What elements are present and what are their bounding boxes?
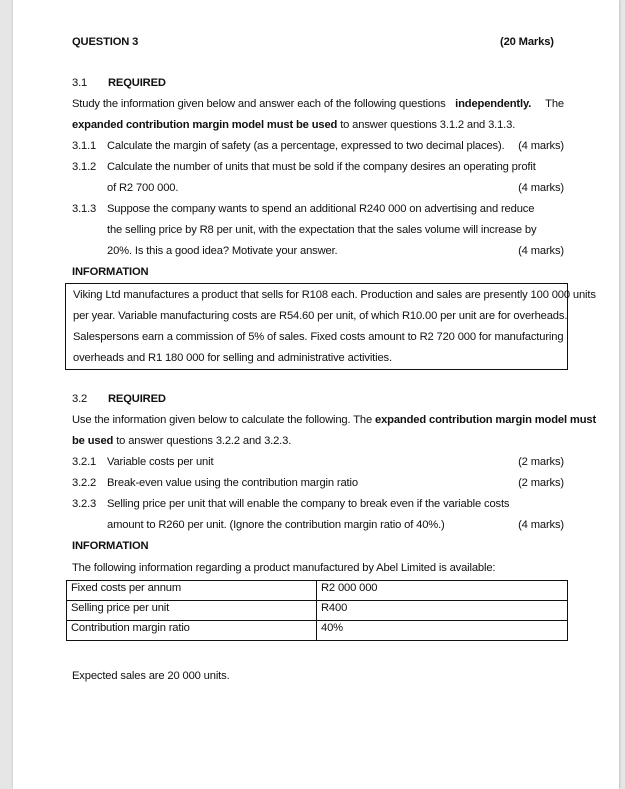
- section-3-2-intro-line2: [72, 434, 291, 448]
- intro-emphasis: expanded contribution margin model must: [375, 414, 597, 426]
- section-3-2-intro-line1: [72, 413, 596, 427]
- intro-text: to answer questions 3.1.2 and 3.1.3.: [340, 119, 516, 131]
- section-3-1-info-heading: INFORMATION: [72, 266, 149, 278]
- question-3-1-2-text-cont: of R2 700 000.: [107, 182, 179, 194]
- question-3-2-2-marks: (2 marks): [518, 477, 564, 489]
- table-cell-label: Fixed costs per annum: [67, 581, 317, 601]
- question-3-1-2-number: 3.1.2: [72, 161, 97, 173]
- question-3-1-3-text-cont2: 20%. Is this a good idea? Motivate your answer.: [107, 245, 338, 257]
- information-table: [66, 580, 568, 641]
- question-3-2-2-number: 3.2.2: [72, 477, 97, 489]
- question-3-1-3-text: Suppose the company wants to spend an additional R240 000 on advertising and reduce: [107, 203, 535, 215]
- question-marks: (20 Marks): [500, 36, 554, 48]
- question-title: QUESTION 3: [72, 36, 139, 48]
- question-3-2-3-number: 3.2.3: [72, 498, 97, 510]
- intro-text: Use the information given below to calculate the following. The: [72, 414, 373, 426]
- section-3-2-footer: Expected sales are 20 000 units.: [72, 670, 230, 682]
- intro-text: The: [545, 98, 564, 110]
- question-3-1-1-number: 3.1.1: [72, 140, 97, 152]
- question-3-2-3-text: Selling price per unit that will enable the company to break even if the variable costs: [107, 498, 510, 510]
- section-3-2-info-intro: The following information regarding a product manufactured by Abel Limited is available:: [72, 562, 496, 574]
- section-3-1-intro-line1: [72, 97, 564, 111]
- section-3-1-number: 3.1: [72, 77, 88, 89]
- info-line: Salespersons earn a commission of 5% of sales. Fixed costs amount to R2 720 000 for manufacturing: [73, 331, 564, 343]
- question-3-1-1-marks: (4 marks): [518, 140, 564, 152]
- section-3-2-info-heading: INFORMATION: [72, 540, 149, 552]
- table-cell-label: Contribution margin ratio: [67, 621, 317, 641]
- info-line: overheads and R1 180 000 for selling and administrative activities.: [73, 352, 392, 364]
- section-3-1-heading: REQUIRED: [108, 77, 166, 89]
- question-3-2-3-text-cont: amount to R260 per unit. (Ignore the contribution margin ratio of 40%.): [107, 519, 445, 531]
- table-row: [67, 601, 568, 621]
- question-3-1-2-marks: (4 marks): [518, 182, 564, 194]
- question-3-1-2-text: Calculate the number of units that must be sold if the company desires an operating profit: [107, 161, 536, 173]
- section-3-2-heading: REQUIRED: [108, 393, 166, 405]
- info-line: Viking Ltd manufactures a product that sells for R108 each. Production and sales are presently 100 000 units: [73, 289, 596, 301]
- table-cell-value: 40%: [317, 621, 568, 641]
- table-cell-label: Selling price per unit: [67, 601, 317, 621]
- intro-text: Study the information given below and answer each of the following questions: [72, 98, 446, 110]
- table-row: [67, 621, 568, 641]
- intro-emphasis: be used: [72, 435, 114, 447]
- question-3-2-1-number: 3.2.1: [72, 456, 97, 468]
- question-3-1-3-text-cont: the selling price by R8 per unit, with the expectation that the sales volume will increase by: [107, 224, 537, 236]
- question-3-2-1-marks: (2 marks): [518, 456, 564, 468]
- section-3-2-number: 3.2: [72, 393, 88, 405]
- table-cell-value: R2 000 000: [317, 581, 568, 601]
- section-3-1-intro-line2: [72, 118, 515, 132]
- intro-emphasis: independently.: [455, 98, 532, 110]
- question-3-1-3-marks: (4 marks): [518, 245, 564, 257]
- information-box: [65, 283, 596, 370]
- question-3-1-3-number: 3.1.3: [72, 203, 97, 215]
- table-cell-value: R400: [317, 601, 568, 621]
- question-3-1-1-text: Calculate the margin of safety (as a percentage, expressed to two decimal places).: [107, 140, 505, 152]
- table-row: [67, 581, 568, 601]
- intro-emphasis: expanded contribution margin model must be used: [72, 119, 338, 131]
- intro-text: to answer questions 3.2.2 and 3.2.3.: [116, 435, 292, 447]
- question-3-2-2-text: Break-even value using the contribution margin ratio: [107, 477, 358, 489]
- question-3-2-1-text: Variable costs per unit: [107, 456, 214, 468]
- info-line: per year. Variable manufacturing costs are R54.60 per unit, of which R10.00 per unit are for overheads.: [73, 310, 568, 322]
- question-3-2-3-marks: (4 marks): [518, 519, 564, 531]
